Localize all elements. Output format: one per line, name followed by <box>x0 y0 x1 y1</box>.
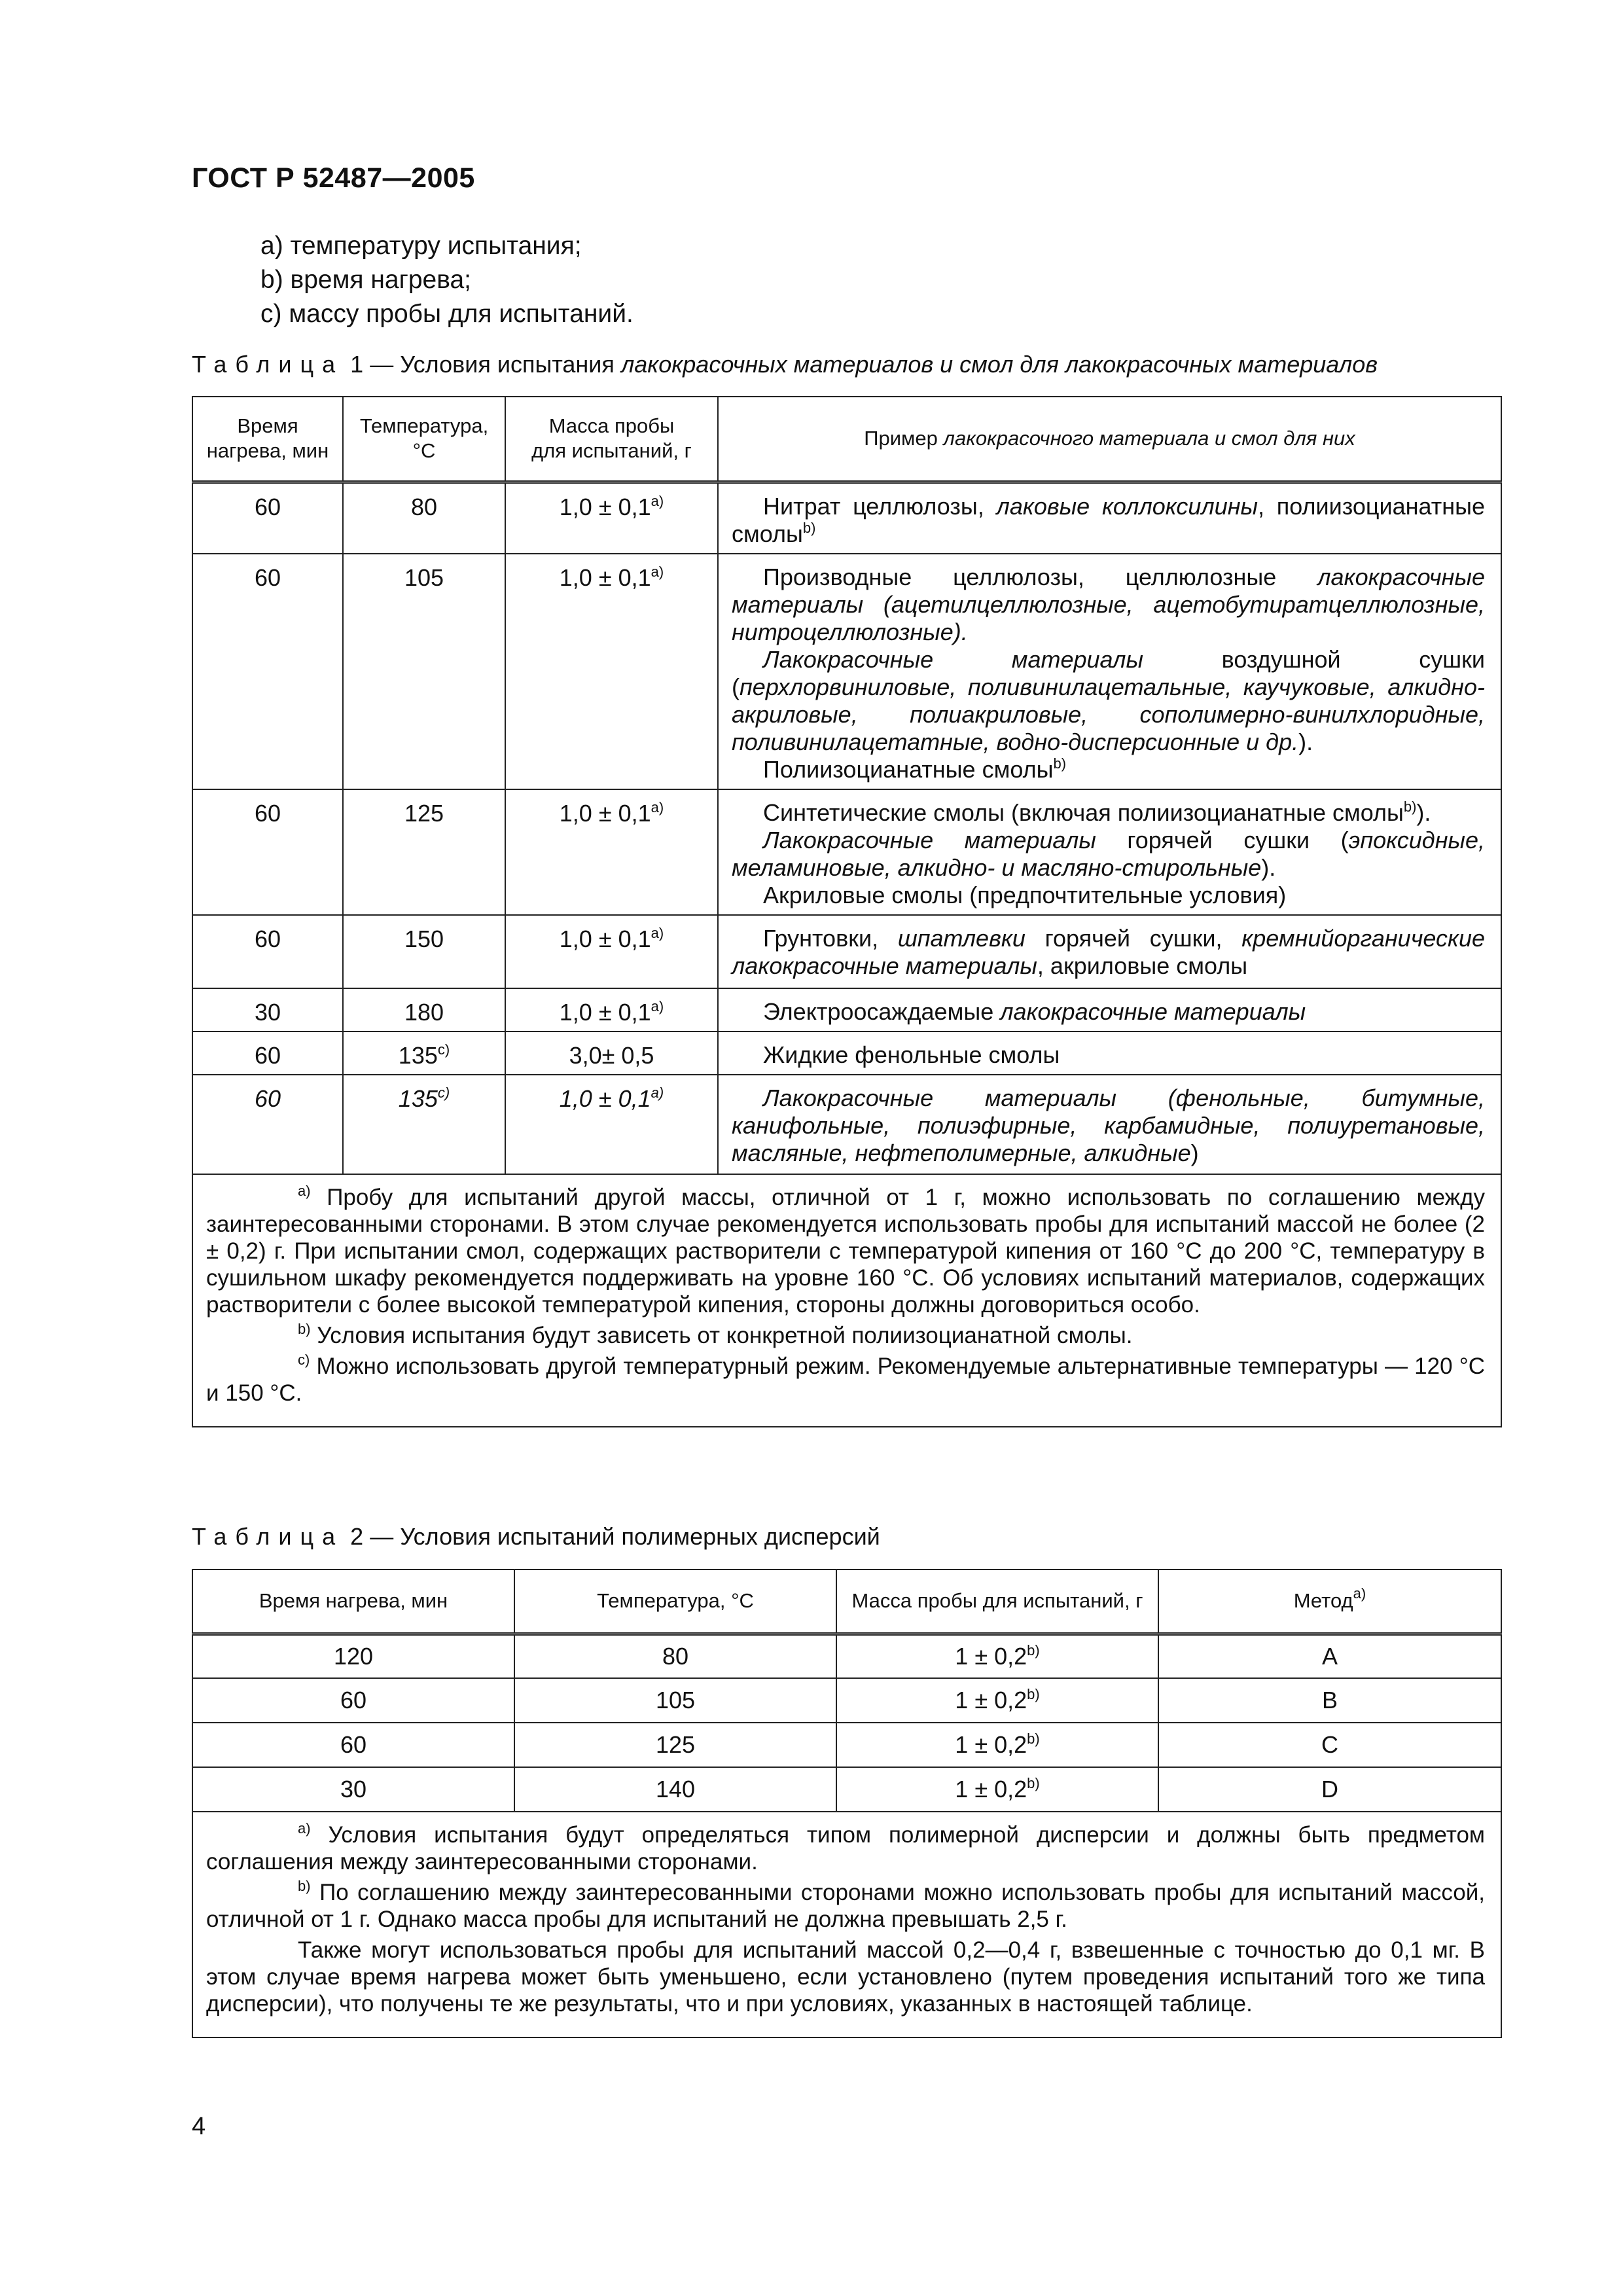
table-row <box>192 554 1501 789</box>
footnote: $^{b)}$ По соглашению между заинтересованными сторонами можно использовать пробы для испытаний массой, отличной от 1 г. Однако масса пробы для испытаний не должна превышать 2,5 г. <box>206 1878 1485 1932</box>
footnote: $^{a)}$ Условия испытания будут определяться типом полимерной дисперсии и должны быть предметом соглашения между заинтересованными сторонами. <box>206 1820 1485 1874</box>
cell-mass: 3,0± 0,5 <box>505 1031 718 1075</box>
cell-time: 120 <box>192 1634 514 1678</box>
cell-mass: $1 \pm 0,2^{b)}$ <box>836 1634 1158 1678</box>
footnote: $^{b)}$ Условия испытания будут зависеть от конкретной полиизоцианатной смолы. <box>298 1321 1133 1348</box>
table-row <box>192 1767 1501 1812</box>
table-row <box>192 789 1501 915</box>
cell-time: 60 <box>192 1678 514 1723</box>
col-header-method: Метод$^{a)}$ <box>1158 1570 1501 1634</box>
cell-temp: 135$^{c)}$ <box>343 1075 505 1174</box>
table-row <box>192 482 1501 554</box>
table2-header-row <box>192 1570 1501 1634</box>
table-row <box>192 1075 1501 1174</box>
caption-label: Таблица <box>192 351 344 378</box>
table-row <box>192 1723 1501 1767</box>
caption-label: Таблица <box>192 1523 344 1550</box>
cell-temp: 135$^{c)}$ <box>343 1031 505 1075</box>
cell-temp: 80 <box>514 1634 836 1678</box>
cell-temp: 180 <box>343 988 505 1031</box>
table1-caption <box>192 350 1378 379</box>
cell-example: Электроосаждаемые лакокрасочные материалы <box>718 988 1501 1031</box>
cell-mass: $1,0 \pm 0,1^{a)}$ <box>505 482 718 554</box>
cell-method: B <box>1158 1678 1501 1723</box>
caption-number: 2 — <box>350 1523 394 1550</box>
cell-example: Лакокрасочные материалы (фенольные, битумные, канифольные, полиэфирные, карбамидные, полиуретановые, масляные, нефтеполимерные, алкидные) <box>718 1075 1501 1174</box>
col-header-time: Время нагрева, мин <box>192 1570 514 1634</box>
footnote: Также могут использоваться пробы для испытаний массой 0,2—0,4 г, взвешенные с точностью до 0,1 мг. В этом случае время нагрева может быть уменьшено, если установлено (путем проведения испытаний того же типа дисперсии), что получены те же результаты, что и при условиях, указанных в настоящей таблице. <box>206 1937 1485 2017</box>
cell-time: 60 <box>192 1031 343 1075</box>
col-header-mass: Масса пробы для испытаний, г <box>505 397 718 482</box>
col-header-temp: Температура, °С <box>514 1570 836 1634</box>
cell-time: 60 <box>192 915 343 988</box>
col-header-example: Пример лакокрасочного материала и смол для них <box>718 397 1501 482</box>
caption-number: 1 — <box>350 351 394 378</box>
document-title: ГОСТ Р 52487—2005 <box>192 162 475 194</box>
col-header-mass: Масса пробы для испытаний, г <box>836 1570 1158 1634</box>
cell-mass: $1,0 \pm 0,1^{a)}$ <box>505 789 718 915</box>
table1-notes <box>192 1174 1501 1427</box>
cell-example: Производные целлюлозы, целлюлозные лакокрасочные материалы (ацетилцеллюлозные, ацетобутиратцеллюлозные, нитроцеллюлозные). Лакокрасочные материалы воздушной сушки (перхлорвиниловые, поливинилацетальные, каучуковые, алкидно-акриловые, полиакриловые, сополимерно-винилхлоридные, поливинилацетатные, водно-дисперсионные и др.). Полиизоцианатные смолы$^{b)}$ <box>718 554 1501 789</box>
col-header-time: Время нагрева, мин <box>192 397 343 482</box>
table2 <box>192 1569 1502 2038</box>
cell-time: 60 <box>192 1723 514 1767</box>
caption-text: Условия испытания <box>400 351 615 378</box>
footnote: $^{c)}$ Можно использовать другой температурный режим. Рекомендуемые альтернативные температуры — 120 °С и 150 °С. <box>206 1352 1485 1406</box>
caption-text: Условия испытаний полимерных дисперсий <box>400 1523 880 1550</box>
cell-example: Жидкие фенольные смолы <box>718 1031 1501 1075</box>
cell-time: 30 <box>192 988 343 1031</box>
cell-time: 60 <box>192 482 343 554</box>
cell-mass: $1,0 \pm 0,1^{a)}$ <box>505 554 718 789</box>
table-row <box>192 988 1501 1031</box>
cell-temp: 140 <box>514 1767 836 1812</box>
list-item: с) массу пробы для испытаний. <box>260 300 633 328</box>
cell-time: 60 <box>192 1075 343 1174</box>
cell-time: 60 <box>192 789 343 915</box>
cell-temp: 125 <box>343 789 505 915</box>
page-number: 4 <box>192 2113 206 2140</box>
table2-notes-row <box>192 1812 1501 2037</box>
table-row <box>192 1678 1501 1723</box>
footnote: $^{a)}$ Пробу для испытаний другой массы, отличной от 1 г, можно использовать по соглашению между заинтересованными сторонами. В этом случае рекомендуется использовать пробы для испытаний массой не более (2 ± 0,2) г. При испытании смол, содержащих растворители с температурой кипения от 160 °С до 200 °С, температуру в сушильном шкафу рекомендуется поддерживать на уровне 160 °С. Об условиях испытаний материалов, содержащих растворители с более высокой температурой кипения, стороны должны договориться особо. <box>206 1183 1485 1318</box>
cell-mass: $1 \pm 0,2^{b)}$ <box>836 1678 1158 1723</box>
cell-example: Грунтовки, шпатлевки горячей сушки, кремнийорганические лакокрасочные материалы, акриловые смолы <box>718 915 1501 988</box>
cell-mass: $1,0 \pm 0,1^{a)}$ <box>505 1075 718 1174</box>
cell-method: A <box>1158 1634 1501 1678</box>
table2-caption <box>192 1522 880 1551</box>
cell-time: 30 <box>192 1767 514 1812</box>
cell-temp: 105 <box>343 554 505 789</box>
cell-temp: 125 <box>514 1723 836 1767</box>
cell-time: 60 <box>192 554 343 789</box>
cell-method: D <box>1158 1767 1501 1812</box>
intro-list <box>260 229 633 331</box>
cell-method: C <box>1158 1723 1501 1767</box>
cell-example: Нитрат целлюлозы, лаковые коллоксилины, полиизоцианатные смолы$^{b)}$ <box>718 482 1501 554</box>
cell-mass: $1,0 \pm 0,1^{a)}$ <box>505 988 718 1031</box>
table1-header-row <box>192 397 1501 482</box>
cell-temp: 80 <box>343 482 505 554</box>
caption-text-italic: лакокрасочных материалов и смол для лакокрасочных материалов <box>620 351 1378 378</box>
cell-mass: $1,0 \pm 0,1^{a)}$ <box>505 915 718 988</box>
table-row <box>192 915 1501 988</box>
table2-notes <box>192 1812 1501 2037</box>
table-row <box>192 1031 1501 1075</box>
cell-example: Синтетические смолы (включая полиизоцианатные смолы$^{b)}$). Лакокрасочные материалы горячей сушки (эпоксидные, меламиновые, алкидно- и масляно-стирольные). Акриловые смолы (предпочтительные условия) <box>718 789 1501 915</box>
cell-temp: 105 <box>514 1678 836 1723</box>
table-row <box>192 1634 1501 1678</box>
list-item: а) температуру испытания; <box>260 232 582 260</box>
table1-notes-row <box>192 1174 1501 1427</box>
col-header-temp: Температура, °С <box>343 397 505 482</box>
cell-mass: $1 \pm 0,2^{b)}$ <box>836 1767 1158 1812</box>
list-item: b) время нагрева; <box>260 266 472 294</box>
table1 <box>192 396 1502 1427</box>
cell-temp: 150 <box>343 915 505 988</box>
cell-mass: $1 \pm 0,2^{b)}$ <box>836 1723 1158 1767</box>
